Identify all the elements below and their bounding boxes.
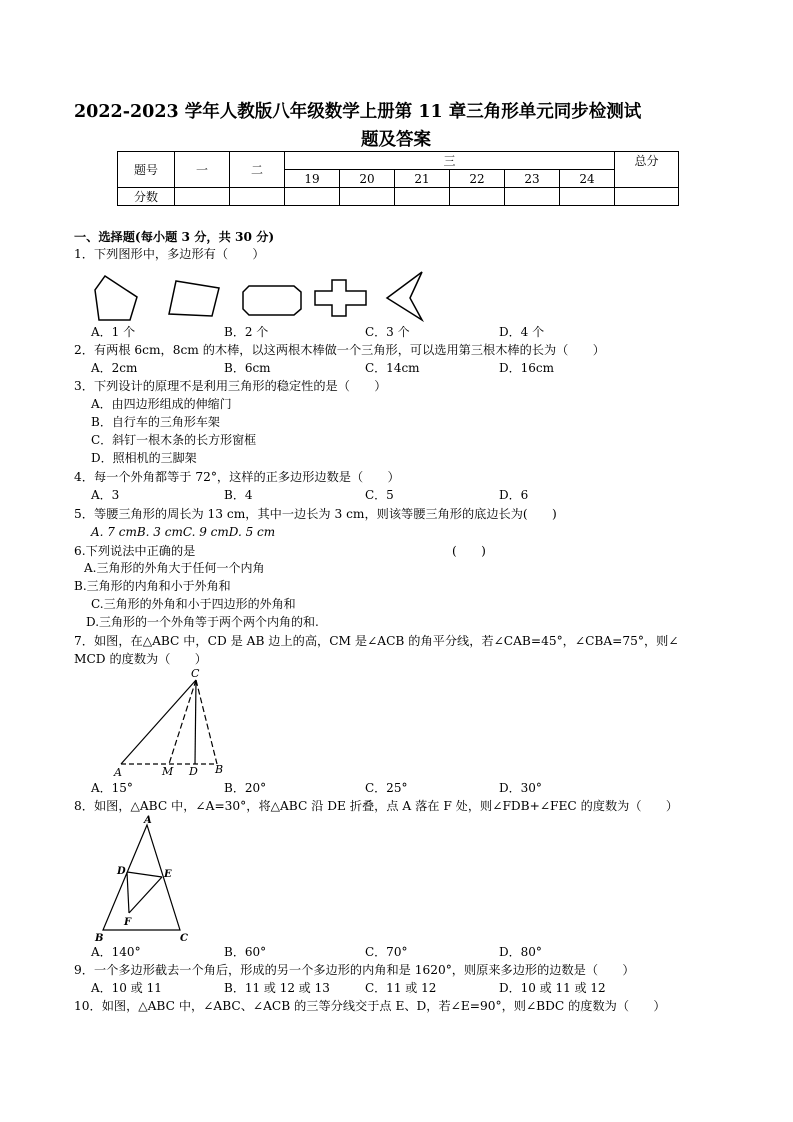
fig8-label-e: E bbox=[164, 869, 172, 880]
question-6-bracket: ( ) bbox=[452, 544, 486, 558]
page-title-line-2: 题及答案 bbox=[361, 130, 431, 150]
question-8-option-a[interactable]: A．140° bbox=[91, 945, 141, 959]
question-8-option-b[interactable]: B．60° bbox=[224, 945, 267, 959]
question-4-option-c[interactable]: C．5 bbox=[365, 488, 394, 502]
fig8-label-a: A bbox=[144, 815, 152, 826]
question-10-stem: 10．如图，△ABC 中，∠ABC、∠ACB 的三等分线交于点 E、D，若∠E=90°，则∠BDC 的度数为（ ） bbox=[74, 999, 666, 1013]
question-7-stem-line-1: 7．如图，在△ABC 中，CD 是 AB 边上的高，CM 是∠ACB 的角平分线，若∠CAB=45°，∠CBA=75°，则∠ bbox=[74, 634, 679, 648]
question-1-option-d[interactable]: D．4 个 bbox=[499, 325, 545, 339]
score-table-subcol: 19 bbox=[285, 170, 340, 188]
question-6-option-b[interactable]: B.三角形的内角和小于外角和 bbox=[74, 579, 231, 593]
question-4-option-b[interactable]: B．4 bbox=[224, 488, 253, 502]
fig8-label-d: D bbox=[117, 866, 126, 877]
question-8-option-d[interactable]: D．80° bbox=[499, 945, 542, 959]
question-7-option-d[interactable]: D．30° bbox=[499, 781, 542, 795]
question-7-option-a[interactable]: A．15° bbox=[91, 781, 133, 795]
question-4-stem: 4．每一个外角都等于 72°，这样的正多边形边数是（ ） bbox=[74, 470, 400, 484]
score-table-header-question: 题号 bbox=[118, 152, 175, 188]
question-3-stem: 3．下列设计的原理不是利用三角形的稳定性的是（ ） bbox=[74, 379, 387, 393]
question-9-option-d[interactable]: D．10 或 11 或 12 bbox=[499, 981, 606, 995]
segment-df bbox=[127, 872, 129, 913]
fig7-label-d: D bbox=[189, 765, 198, 778]
fig7-label-c: C bbox=[191, 667, 200, 680]
question-9-option-c[interactable]: C．11 或 12 bbox=[365, 981, 437, 995]
question-1-option-a[interactable]: A．1 个 bbox=[91, 325, 136, 339]
fig8-label-f: F bbox=[124, 917, 132, 928]
question-3-option-b[interactable]: B．自行车的三角形车架 bbox=[91, 415, 220, 429]
score-table-header-two: 二 bbox=[230, 152, 285, 188]
fig7-label-a: A bbox=[114, 766, 122, 779]
fig7-label-m: M bbox=[162, 765, 174, 778]
fig8-label-b: B bbox=[95, 933, 104, 944]
fig7-label-b: B bbox=[215, 763, 224, 776]
question-5-stem: 5．等腰三角形的周长为 13 cm，其中一边长为 3 cm，则该等腰三角形的底边长为( ) bbox=[74, 507, 557, 521]
question-6-option-c[interactable]: C.三角形的外角和小于四边形的外角和 bbox=[91, 597, 296, 611]
score-table-subcol: 21 bbox=[395, 170, 450, 188]
fig8-label-c: C bbox=[180, 933, 188, 944]
question-9-option-a[interactable]: A．10 或 11 bbox=[91, 981, 162, 995]
question-1-stem: 1．下列图形中，多边形有（ ） bbox=[74, 247, 265, 261]
question-4-option-d[interactable]: D．6 bbox=[499, 488, 529, 502]
score-table-header-one: 一 bbox=[175, 152, 230, 188]
question-9-option-b[interactable]: B．11 或 12 或 13 bbox=[224, 981, 330, 995]
score-table-subcol: 20 bbox=[340, 170, 395, 188]
question-6-stem: 6.下列说法中正确的是 bbox=[74, 544, 196, 558]
question-2-stem: 2．有两根 6cm，8cm 的木棒，以这两根木棒做一个三角形，可以选用第三根木棒的长为（ ） bbox=[74, 343, 605, 357]
question-4-option-a[interactable]: A．3 bbox=[91, 488, 120, 502]
question-1-option-c[interactable]: C．3 个 bbox=[365, 325, 410, 339]
question-7-stem-line-2: MCD 的度数为（ ） bbox=[74, 652, 207, 666]
question-8-option-c[interactable]: C．70° bbox=[365, 945, 408, 959]
question-2-option-c[interactable]: C．14cm bbox=[365, 361, 420, 375]
question-3-option-c[interactable]: C．斜钉一根木条的长方形窗框 bbox=[91, 433, 257, 447]
page-title-line-1: 2022-2023 学年人教版八年级数学上册第 11 章三角形单元同步检测试 bbox=[74, 102, 642, 122]
score-table-subcol: 24 bbox=[560, 170, 615, 188]
score-table-subcol: 23 bbox=[505, 170, 560, 188]
question-3-option-a[interactable]: A．由四边形组成的伸缩门 bbox=[91, 397, 232, 411]
segment-ef bbox=[129, 877, 162, 913]
question-2-option-d[interactable]: D．16cm bbox=[499, 361, 554, 375]
question-3-option-d[interactable]: D．照相机的三脚架 bbox=[91, 451, 197, 465]
question-9-stem: 9．一个多边形截去一个角后，形成的另一个多边形的内角和是 1620°，则原来多边形的边数是（ ） bbox=[74, 963, 635, 977]
question-7-option-b[interactable]: B．20° bbox=[224, 781, 267, 795]
section-heading-choice: 一、选择题(每小题 3 分，共 30 分) bbox=[74, 230, 275, 244]
question-7-option-c[interactable]: C．25° bbox=[365, 781, 408, 795]
score-table-header-total: 总分 bbox=[615, 152, 679, 188]
fold-line-de bbox=[127, 872, 162, 877]
question-2-option-b[interactable]: B．6cm bbox=[224, 361, 271, 375]
question-5-options[interactable]: A. 7 cmB. 3 cmC. 9 cmD. 5 cm bbox=[91, 525, 276, 539]
question-6-option-a[interactable]: A.三角形的外角大于任何一个内角 bbox=[84, 561, 265, 575]
question-1-option-b[interactable]: B．2 个 bbox=[224, 325, 269, 339]
score-table-subcol: 22 bbox=[450, 170, 505, 188]
score-table-header-three: 三 bbox=[285, 152, 615, 170]
question-6-option-d[interactable]: D.三角形的一个外角等于两个两个内角的和. bbox=[86, 615, 319, 629]
question-2-option-a[interactable]: A．2cm bbox=[91, 361, 138, 375]
score-table-row-label: 分数 bbox=[118, 188, 175, 206]
question-8-stem: 8．如图，△ABC 中，∠A=30°，将△ABC 沿 DE 折叠，点 A 落在 F 处，则∠FDB+∠FEC 的度数为（ ） bbox=[74, 799, 679, 813]
